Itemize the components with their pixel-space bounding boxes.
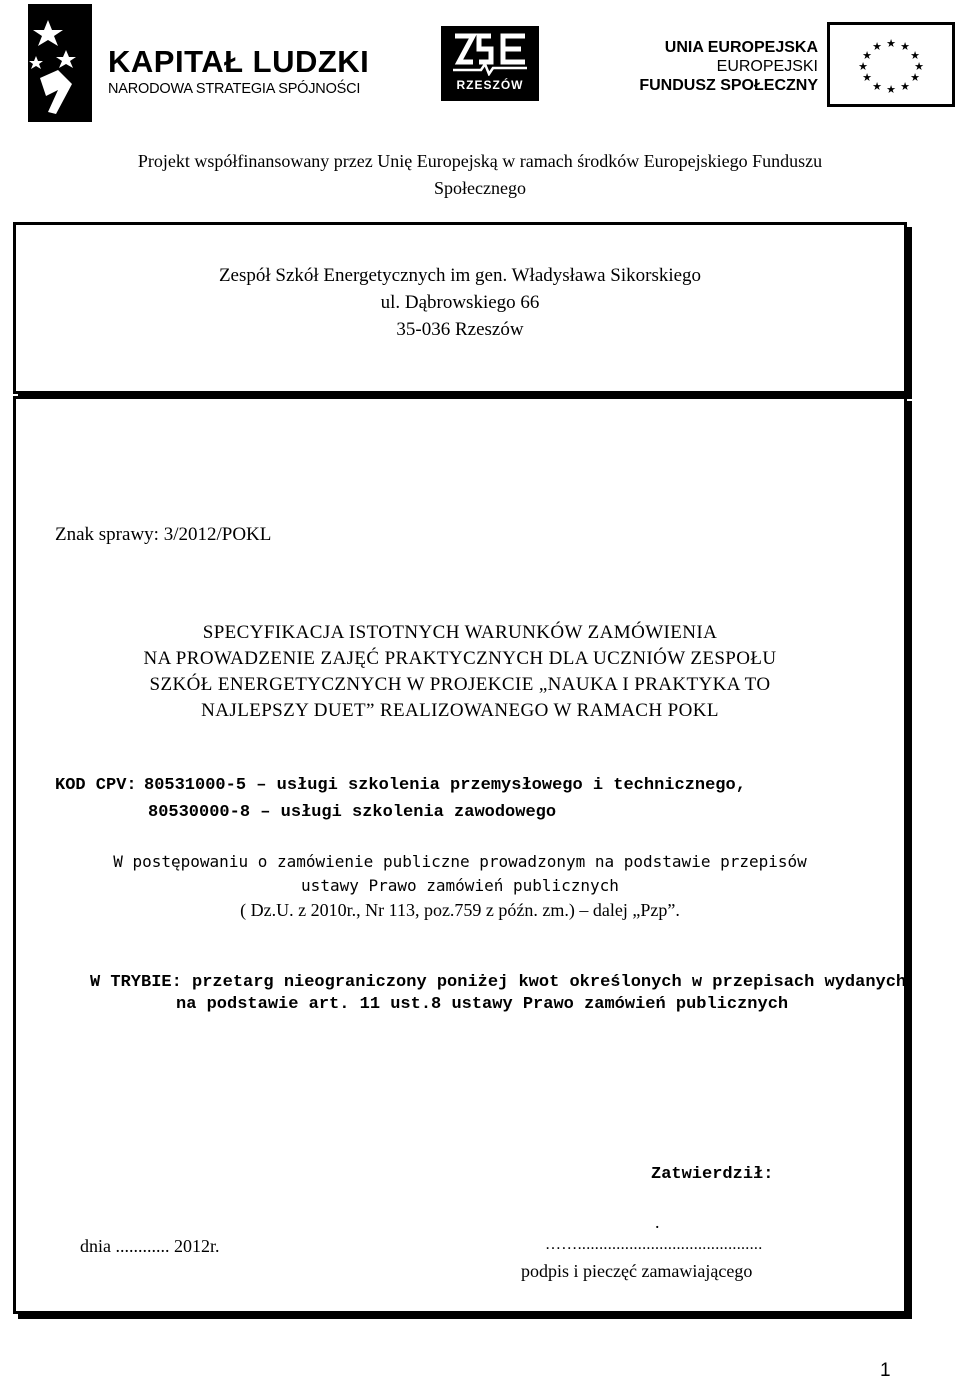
cpv-code-2: 80530000-8 – usługi szkolenia zawodowego (148, 803, 557, 822)
school-name: Zespół Szkół Energetycznych im gen. Władysława Sikorskiego (218, 265, 702, 286)
svg-text:★: ★ (872, 41, 882, 53)
signature-label: podpis i pieczęć zamawiającego (521, 1261, 753, 1281)
title-line: NA PROWADZENIE ZAJĘĆ PRAKTYCZNYCH DLA UCZNIÓW ZESPOŁU (143, 648, 777, 669)
kapital-ludzki-subtitle: NARODOWA STRATEGIA SPÓJNOŚCI (108, 81, 361, 97)
svg-text:★: ★ (862, 72, 872, 84)
procurement-mode-line1: W TRYBIE: przetarg nieograniczony poniżej kwot określonych w przepisach wydanych (90, 973, 907, 992)
page-number: 1 (880, 1360, 891, 1381)
procedure-line3: ( Dz.U. z 2010r., Nr 113, poz.759 z późn. zm.) – dalej „Pzp”. (240, 900, 680, 920)
svg-text:★: ★ (886, 84, 896, 96)
specification-title (60, 620, 860, 724)
address-block (13, 262, 907, 343)
signature-line: ……........................................... (545, 1236, 763, 1253)
eu-label-line1: UNIA EUROPEJSKA (664, 39, 818, 56)
approved-dot: . (655, 1212, 660, 1232)
school-street: ul. Dąbrowskiego 66 (380, 292, 540, 313)
eu-fund-label (630, 38, 818, 95)
procedure-basis (60, 850, 860, 922)
kapital-ludzki-title: KAPITAŁ LUDZKI (108, 44, 370, 79)
svg-text:★: ★ (862, 50, 872, 62)
zse-rzeszow-logo (441, 26, 539, 101)
approved-label: Zatwierdził: (651, 1165, 774, 1184)
kapital-ludzki-emblem-icon (18, 4, 98, 122)
date-field: dnia ............ 2012r. (80, 1236, 220, 1256)
cofinancing-line1: Projekt współfinansowany przez Unię Europejską w ramach środków Europejskiego Funduszu (137, 151, 823, 171)
cpv-label: KOD CPV: (55, 776, 137, 795)
eu-flag-icon (827, 22, 955, 107)
kapital-ludzki-logo (18, 4, 370, 122)
eu-label-line3: FUNDUSZ SPOŁECZNY (639, 77, 818, 94)
procedure-line2: ustawy Prawo zamówień publicznych (301, 876, 619, 895)
eu-label-line2: EUROPEJSKI (716, 58, 818, 75)
cofinancing-note (40, 148, 920, 202)
title-line: NAJLEPSZY DUET” REALIZOWANEGO W RAMACH POKL (201, 700, 719, 721)
svg-text:★: ★ (858, 61, 868, 73)
procedure-line1: W postępowaniu o zamówienie publiczne prowadzonym na podstawie przepisów (113, 852, 807, 871)
case-reference: Znak sprawy: 3/2012/POKL (55, 524, 272, 545)
cofinancing-line2: Społecznego (434, 178, 526, 198)
zse-city-label: RZESZÓW (456, 78, 524, 92)
svg-text:★: ★ (910, 50, 920, 62)
procurement-mode-line2: na podstawie art. 11 ust.8 ustawy Prawo zamówień publicznych (176, 995, 789, 1014)
svg-text:★: ★ (914, 61, 924, 73)
svg-text:★: ★ (910, 72, 920, 84)
cpv-code-1: 80531000-5 – usługi szkolenia przemysłowego i technicznego, (144, 776, 746, 795)
svg-text:★: ★ (900, 81, 910, 93)
zse-monogram-icon (451, 32, 529, 76)
school-city: 35-036 Rzeszów (396, 319, 524, 340)
svg-text:★: ★ (872, 81, 882, 93)
title-line: SZKÓŁ ENERGETYCZNYCH W PROJEKCIE „NAUKA I PRAKTYKA TO (149, 674, 771, 695)
svg-text:★: ★ (886, 38, 896, 50)
svg-text:★: ★ (900, 41, 910, 53)
title-line: SPECYFIKACJA ISTOTNYCH WARUNKÓW ZAMÓWIENIA (202, 622, 718, 643)
